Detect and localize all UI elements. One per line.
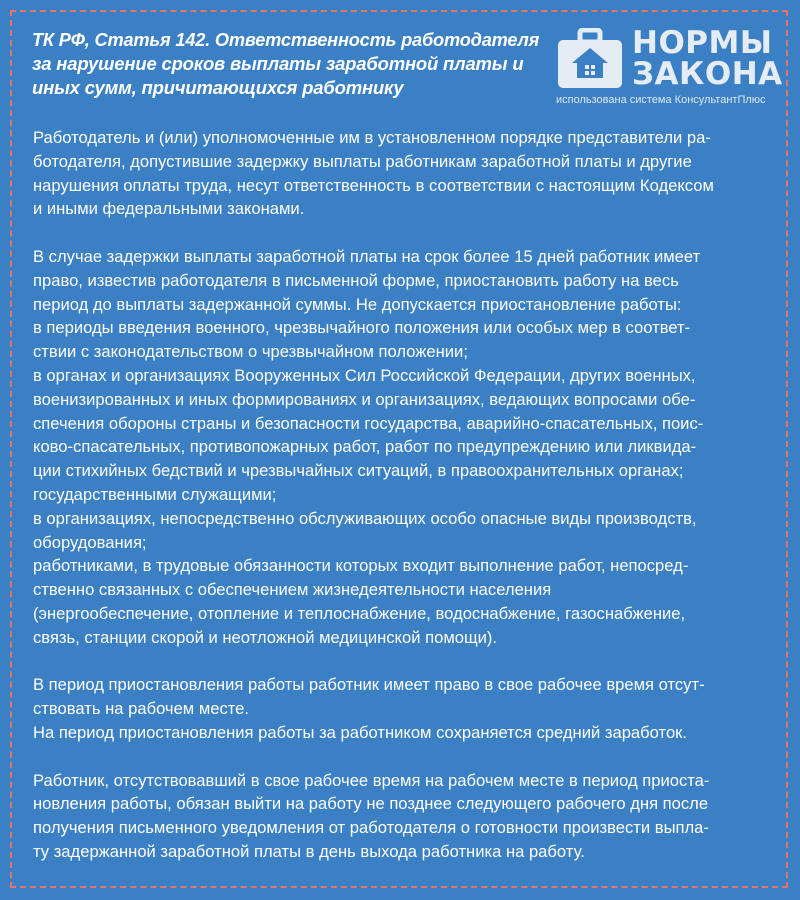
text-line: ствии с законодательством о чрезвычайном положении; [33,342,468,362]
text-line: государственными служащими; [33,484,277,504]
logo-text-line2: ЗАКОНА [632,56,783,92]
paragraph [33,769,773,864]
text-line: новления работы, обязан выйти на работу не позднее следующего рабочего дня после [33,794,709,814]
text-line: получения письменного уведомления от работодателя о готовности произвести выпла- [33,818,709,838]
text-line: период до выплаты задержанной суммы. Не допускается приостановление работы: [33,294,682,314]
text-line: спечения обороны страны и безопасности государства, аварийно-спасательных, поис- [33,413,704,433]
text-line: (энергообеспечение, отопление и теплоснабжение, водоснабжение, газоснабжение, [33,603,686,623]
text-line: Работник, отсутствовавший в свое рабочее время на рабочем месте в период приоста- [33,770,710,790]
logo [556,25,783,108]
text-line: В случае задержки выплаты заработной платы на срок более 15 дней работник имеет [33,246,701,266]
text-line: в организациях, непосредственно обслуживающих особо опасные виды производств, [33,508,697,528]
text-line: нарушения оплаты труда, несут ответственность в соответствии с настоящим Кодексом [33,175,714,195]
text-line: в периоды введения военного, чрезвычайного положения или особых мер в соответ- [33,318,691,338]
text-line: военизированных и иных формированиях и организациях, ведающих вопросами обе- [33,389,696,409]
logo-subtitle: использована система КонсультантПлюс [556,94,766,106]
article-title [32,28,542,100]
paragraph [33,126,773,221]
title-line: иных сумм, причитающихся работнику [32,77,404,98]
logo-text-line1: НОРМЫ [632,25,773,61]
article-body [33,126,773,888]
text-line: На период приостановления работы за работником сохраняется средний заработок. [33,722,688,742]
text-line: ствовать на рабочем месте. [33,699,250,719]
text-line: право, известив работодателя в письменной форме, приостановить работу на весь [33,270,679,290]
briefcase-house-icon [556,28,624,90]
title-line: за нарушение сроков выплаты заработной платы и [32,53,524,74]
paragraph [33,673,773,744]
text-line: ботодателя, допустившие задержку выплаты работникам заработной платы и другие [33,151,692,171]
paragraph [33,245,773,650]
text-line: ственно связанных с обеспечением жизнедеятельности населения [33,580,552,600]
title-line: ТК РФ, Статья 142. Ответственность работодателя [32,30,540,50]
text-line: В период приостановления работы работник имеет право в свое рабочее время отсут- [33,675,705,695]
text-line: работниками, в трудовые обязанности которых входит выполнение работ, непосред- [33,556,689,576]
text-line: ту задержанной заработной платы в день выхода работника на работу. [33,841,585,861]
text-line: оборудования; [33,532,147,552]
text-line: в органах и организациях Вооруженных Сил Российской Федерации, других военных, [33,365,696,385]
text-line: и иными федеральными законами. [33,199,305,219]
text-line: Работодатель и (или) уполномоченные им в установленном порядке представители ра- [33,128,711,147]
text-line: ции стихийных бедствий и чрезвычайных ситуаций, в правоохранительных органах; [33,461,684,481]
text-line: связь, станции скорой и неотложной медицинской помощи). [33,627,498,647]
article-header [32,28,542,100]
text-line: ково-спасательных, противопожарных работ, работ по предупреждению или ликвида- [33,437,697,457]
